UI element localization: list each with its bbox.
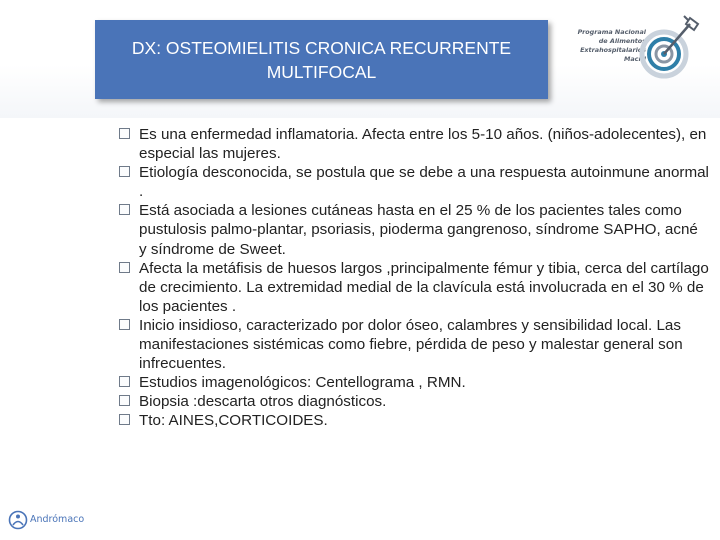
bullet-list [119, 125, 709, 431]
list-item [119, 125, 709, 163]
bullet-box-icon [119, 166, 130, 177]
logo-line: Programa Nacional [577, 28, 646, 36]
list-item-text: Tto: AINES,CORTICOIDES. [139, 412, 328, 430]
list-item [119, 392, 709, 411]
list-item [119, 259, 709, 316]
logo-line: Extrahospitalarios [580, 46, 646, 54]
target-arrow-icon [638, 14, 702, 86]
bullet-box-icon [119, 262, 130, 273]
bullet-box-icon [119, 319, 130, 330]
title-line-1: DX: OSTEOMIELITIS CRONICA RECURRENTE [131, 38, 512, 58]
list-item-text: Biopsia :descarta otros diagnósticos. [139, 393, 387, 411]
list-item-text: Está asociada a lesiones cutáneas hasta en el 25 % de los pacientes tales como pustulosis palmo-plantar, psoriasis, pioderma gangrenoso, síndrome SAPHO, acné y síndrome de Sweet. [139, 202, 698, 258]
list-item-text: Es una enfermedad inflamatoria. Afecta entre los 5-10 años. (niños-adolecentes), en especial las mujeres. [139, 126, 707, 163]
andromaco-logo-icon [8, 510, 28, 530]
bullet-box-icon [119, 128, 130, 139]
logo-line: Macril [624, 55, 646, 63]
bullet-box-icon [119, 204, 130, 215]
title-line-2: MULTIFOCAL [266, 62, 377, 82]
program-logo [562, 14, 702, 86]
list-item [119, 201, 709, 258]
list-item [119, 411, 709, 430]
bullet-box-icon [119, 414, 130, 425]
list-item [119, 163, 709, 201]
logo-line: de Alimentos [598, 37, 646, 45]
list-item-text: Inicio insidioso, caracterizado por dolor óseo, calambres y sensibilidad local. Las manifestaciones sistémicas como fiebre, pérdida de peso y malestar general son infrecuentes. [139, 316, 683, 373]
list-item [119, 316, 709, 373]
footer-brand-name: Andrómaco [30, 514, 85, 525]
bullet-box-icon [119, 395, 130, 406]
slide-title [95, 20, 548, 99]
list-item-text: Afecta la metáfisis de huesos largos ,principalmente fémur y tibia, cerca del cartílago de crecimiento. La extremidad medial de la clavícula está involucrada en el 30 % de los pacientes . [139, 259, 709, 315]
list-item [119, 373, 709, 392]
list-item-text: Estudios imagenológicos: Centellograma , RMN. [139, 374, 466, 392]
list-item-text: Etiología desconocida, se postula que se debe a una respuesta autoinmune anormal . [139, 164, 709, 201]
bullet-box-icon [119, 376, 130, 387]
program-logo-text [562, 28, 646, 64]
